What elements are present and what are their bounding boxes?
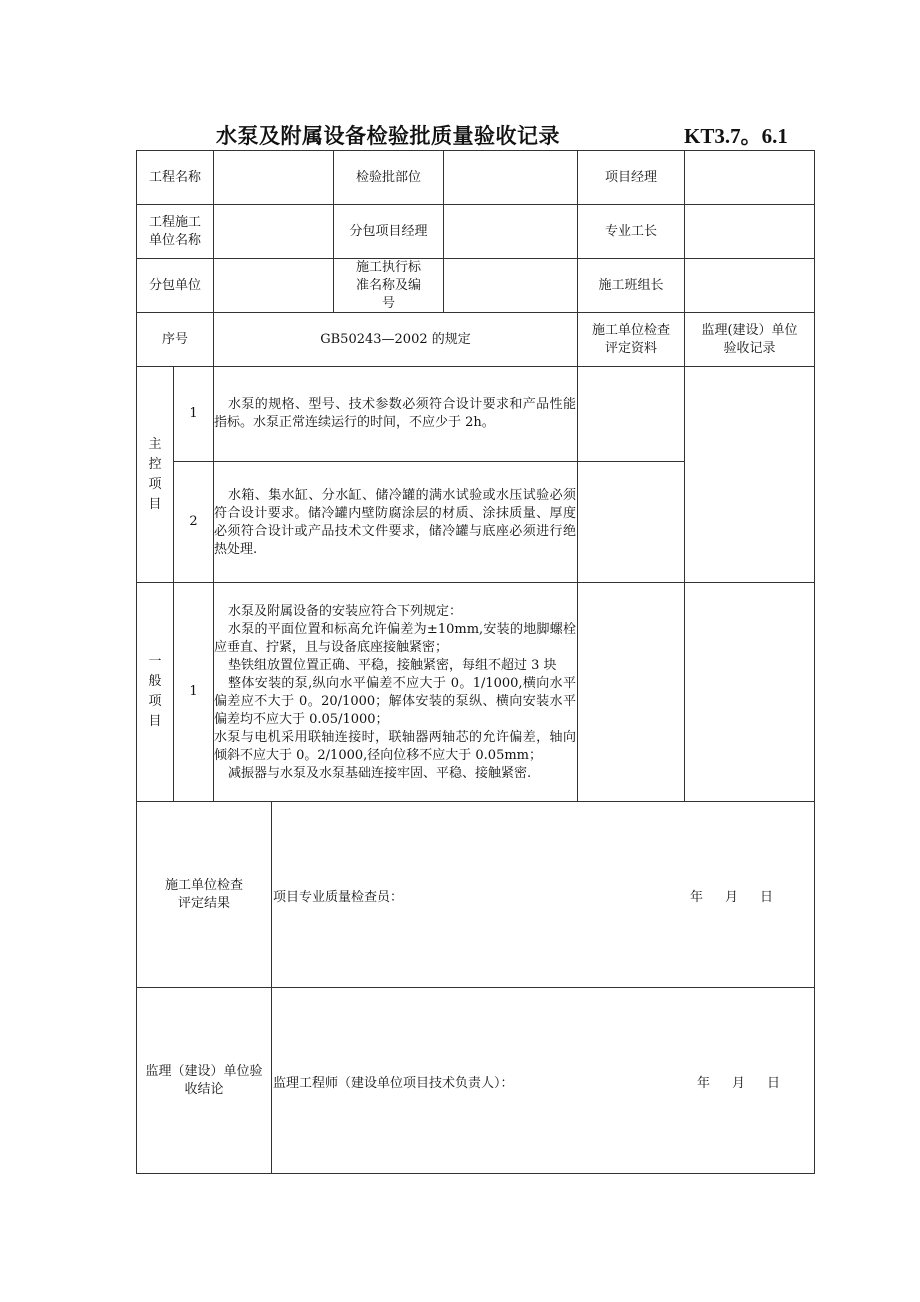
field-standard[interactable] xyxy=(443,258,578,313)
field-sub-manager[interactable] xyxy=(443,204,578,259)
supervisor-date-year: 年 xyxy=(697,1076,711,1091)
form-title: 水泵及附属设备检验批质量验收记录 xyxy=(216,123,560,148)
label-sub-manager: 分包项目经理 xyxy=(333,204,444,259)
contractor-date-day: 日 xyxy=(760,890,774,905)
main-item-2-no: 2 xyxy=(173,461,214,583)
form-code: KT3.7。6.1 xyxy=(684,124,788,148)
supervisor-signer-label: 监理工程师（建设单位项目技术负责人）： xyxy=(273,1076,514,1091)
section-main-items-label: 主控项目 xyxy=(148,436,162,512)
general-line: 整体安装的泵,纵向水平偏差不应大于 0。1/1000,横向水平偏差应不大于 0。20/1000；解体安装的泵纵、横向安装水平偏差均不应大于 0.05/1000； xyxy=(214,676,576,727)
field-project-name[interactable] xyxy=(213,150,334,205)
supervisor-date xyxy=(697,1072,802,1091)
field-project-manager[interactable] xyxy=(684,150,815,205)
label-foreman: 专业工长 xyxy=(577,204,685,259)
field-team-leader[interactable] xyxy=(684,258,815,313)
section-general-items-label: 一般项目 xyxy=(148,654,162,729)
general-item-1-no: 1 xyxy=(173,582,214,802)
supervisor-date-day: 日 xyxy=(767,1076,781,1091)
general-line: 减振器与水泵及水泵基础连接牢固、平稳、接触紧密. xyxy=(228,766,532,781)
label-project-name: 工程名称 xyxy=(136,150,214,205)
label-inspection-part: 检验批部位 xyxy=(333,150,444,205)
general-item-1-text xyxy=(214,603,576,783)
field-inspection-part[interactable] xyxy=(443,150,578,205)
contractor-signer-label: 项目专业质量检查员： xyxy=(273,890,404,905)
header-seq: 序号 xyxy=(136,312,214,367)
general-item-1-supervisor[interactable] xyxy=(684,582,815,802)
general-item-1-contractor[interactable] xyxy=(577,582,685,802)
general-line: 水泵与电机采用联轴连接时，联轴器两轴芯的允许偏差，轴向倾斜不应大于 0。2/1000,径向位移不应大于 0.05mm； xyxy=(214,730,576,763)
header-spec: GB50243—2002 的规定 xyxy=(213,312,578,367)
section-main-items xyxy=(136,366,174,583)
header-supervisor-check: 监理(建设）单位验收记录 xyxy=(684,312,815,367)
general-line: 水泵的平面位置和标高允许偏差为±10mm,安装的地脚螺栓应垂直、拧紧，且与设备底座接触紧密； xyxy=(214,622,576,655)
contractor-date xyxy=(690,886,795,905)
main-item-2-text: 水箱、集水缸、分水缸、储冷罐的满水试验或水压试验必须符合设计要求。储冷罐内壁防腐涂层的材质、涂抹质量、厚度必须符合设计或产品技术文件要求，储冷罐与底座必须进行绝热处理. xyxy=(214,488,576,557)
general-line: 垫铁组放置位置正确、平稳，接触紧密，每组不超过 3 块 xyxy=(228,658,557,673)
label-contractor-result: 施工单位检查评定结果 xyxy=(136,801,272,988)
contractor-date-month: 月 xyxy=(725,890,739,905)
main-item-1-contractor[interactable] xyxy=(577,366,685,462)
contractor-date-year: 年 xyxy=(690,890,704,905)
label-project-manager: 项目经理 xyxy=(577,150,685,205)
main-items-supervisor[interactable] xyxy=(684,366,815,583)
main-item-1-no: 1 xyxy=(173,366,214,462)
field-contractor[interactable] xyxy=(213,204,334,259)
main-item-2-contractor[interactable] xyxy=(577,461,685,583)
field-sub-unit[interactable] xyxy=(213,258,334,313)
label-sub-unit: 分包单位 xyxy=(136,258,214,313)
field-foreman[interactable] xyxy=(684,204,815,259)
section-general-items xyxy=(136,582,174,802)
header-contractor-check: 施工单位检查评定资料 xyxy=(577,312,685,367)
general-line: 水泵及附属设备的安装应符合下列规定： xyxy=(228,604,463,619)
label-contractor: 工程施工单位名称 xyxy=(136,204,214,259)
supervisor-date-month: 月 xyxy=(732,1076,746,1091)
label-supervisor-result: 监理（建设）单位验收结论 xyxy=(136,987,272,1174)
main-item-1-text: 水泵的规格、型号、技术参数必须符合设计要求和产品性能指标。水泵正常连续运行的时间，不应少于 2h。 xyxy=(214,397,576,430)
label-standard: 施工执行标准名称及编号 xyxy=(333,258,444,313)
label-team-leader: 施工班组长 xyxy=(577,258,685,313)
